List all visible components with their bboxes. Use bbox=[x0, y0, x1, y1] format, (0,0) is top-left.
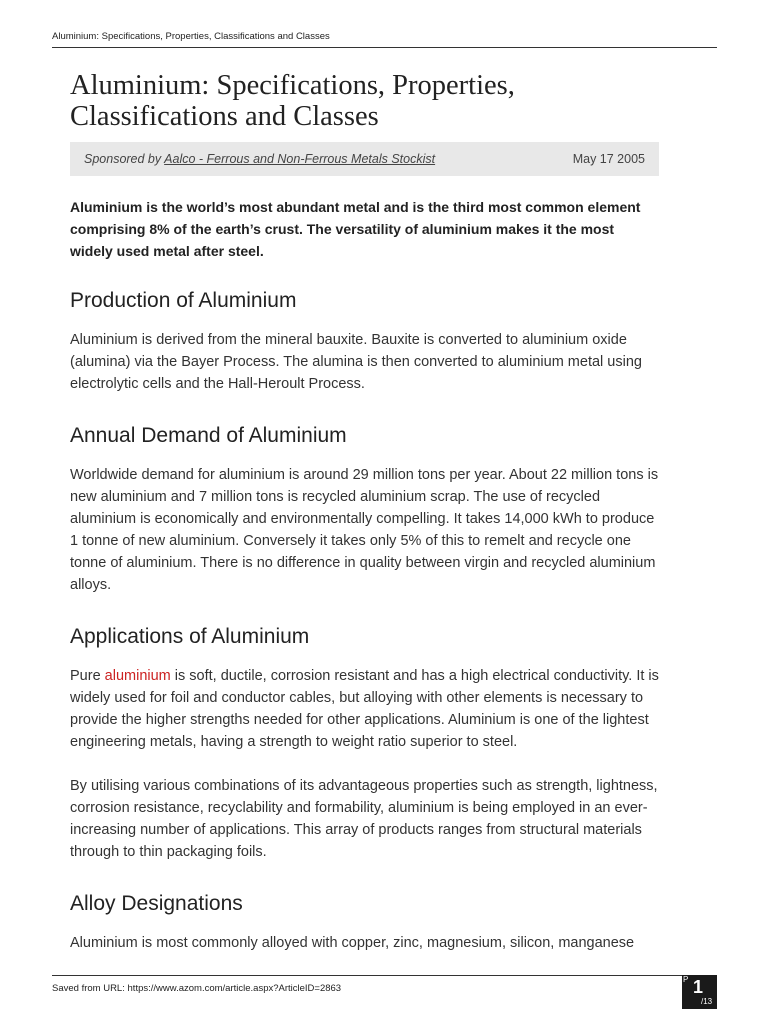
section-paragraph bbox=[70, 665, 660, 753]
sponsored-by-label: Sponsored by bbox=[84, 152, 162, 166]
section-paragraph: By utilising various combinations of its advantageous properties such as strength, lightness, corrosion resistance, recyclability and formability, aluminium is being employed in an ever-increasing number of applications. This array of products ranges from structural materials through to thin packaging foils. bbox=[70, 778, 658, 860]
sponsor-line bbox=[84, 152, 435, 166]
aluminium-link[interactable]: aluminium bbox=[104, 668, 171, 684]
saved-from-url bbox=[52, 983, 341, 994]
page-title: Aluminium: Specifications, Properties, Classifications and Classes bbox=[70, 70, 515, 132]
byline-bar bbox=[70, 142, 659, 176]
section-paragraph: Aluminium is derived from the mineral bauxite. Bauxite is converted to aluminium oxide (alumina) via the Bayer Process. The alumina is then converted to aluminium metal using electrolytic cells and the Hall-Heroult Process. bbox=[70, 332, 642, 392]
sponsor-link[interactable]: Aalco - Ferrous and Non-Ferrous Metals Stockist bbox=[164, 152, 436, 166]
section-heading-alloy-designations: Alloy Designations bbox=[70, 892, 243, 915]
page-prefix: P bbox=[683, 975, 689, 984]
text-run: Pure bbox=[70, 668, 105, 684]
source-url: https://www.azom.com/article.aspx?ArticleID=2863 bbox=[127, 983, 342, 994]
running-header-title: Aluminium: Specifications, Properties, Classifications and Classes bbox=[52, 31, 330, 42]
section-heading-production: Production of Aluminium bbox=[70, 289, 297, 312]
footer-divider bbox=[52, 975, 717, 976]
intro-paragraph: Aluminium is the world’s most abundant metal and is the third most common element comprising 8% of the earth’s crust. The versatility of aluminium makes it the most widely used metal after steel. bbox=[70, 199, 641, 259]
section-heading-annual-demand: Annual Demand of Aluminium bbox=[70, 424, 347, 447]
page-indicator bbox=[682, 975, 717, 1009]
section-paragraph: Worldwide demand for aluminium is around 29 million tons per year. About 22 million tons is new aluminium and 7 million tons is recycled aluminium scrap. The use of recycled aluminium is economically and environmentally compelling. It takes 14,000 kWh to produce 1 tonne of new aluminium. Conversely it takes only 5% of this to remelt and recycle one tonne of aluminium. There is no difference in quality between virgin and recycled aluminium alloys. bbox=[70, 467, 659, 593]
saved-from-label: Saved from URL: bbox=[52, 983, 125, 994]
article bbox=[70, 70, 660, 954]
page-number: 1 bbox=[693, 977, 704, 997]
text-run: is soft, ductile, corrosion resistant and has a high electrical conductivity. It is widely used for foil and conductor cables, but alloying with other elements is necessary to provide the higher strengths needed for other applications. Aluminium is one of the lightest engineering metals, having a strength to weight ratio superior to steel. bbox=[70, 668, 659, 750]
page-total: /13 bbox=[701, 997, 713, 1006]
section-heading-applications: Applications of Aluminium bbox=[70, 625, 310, 648]
header-divider bbox=[52, 47, 717, 48]
section-paragraph: Aluminium is most commonly alloyed with copper, zinc, magnesium, silicon, manganese bbox=[70, 935, 635, 951]
publish-date: May 17 2005 bbox=[572, 152, 645, 166]
